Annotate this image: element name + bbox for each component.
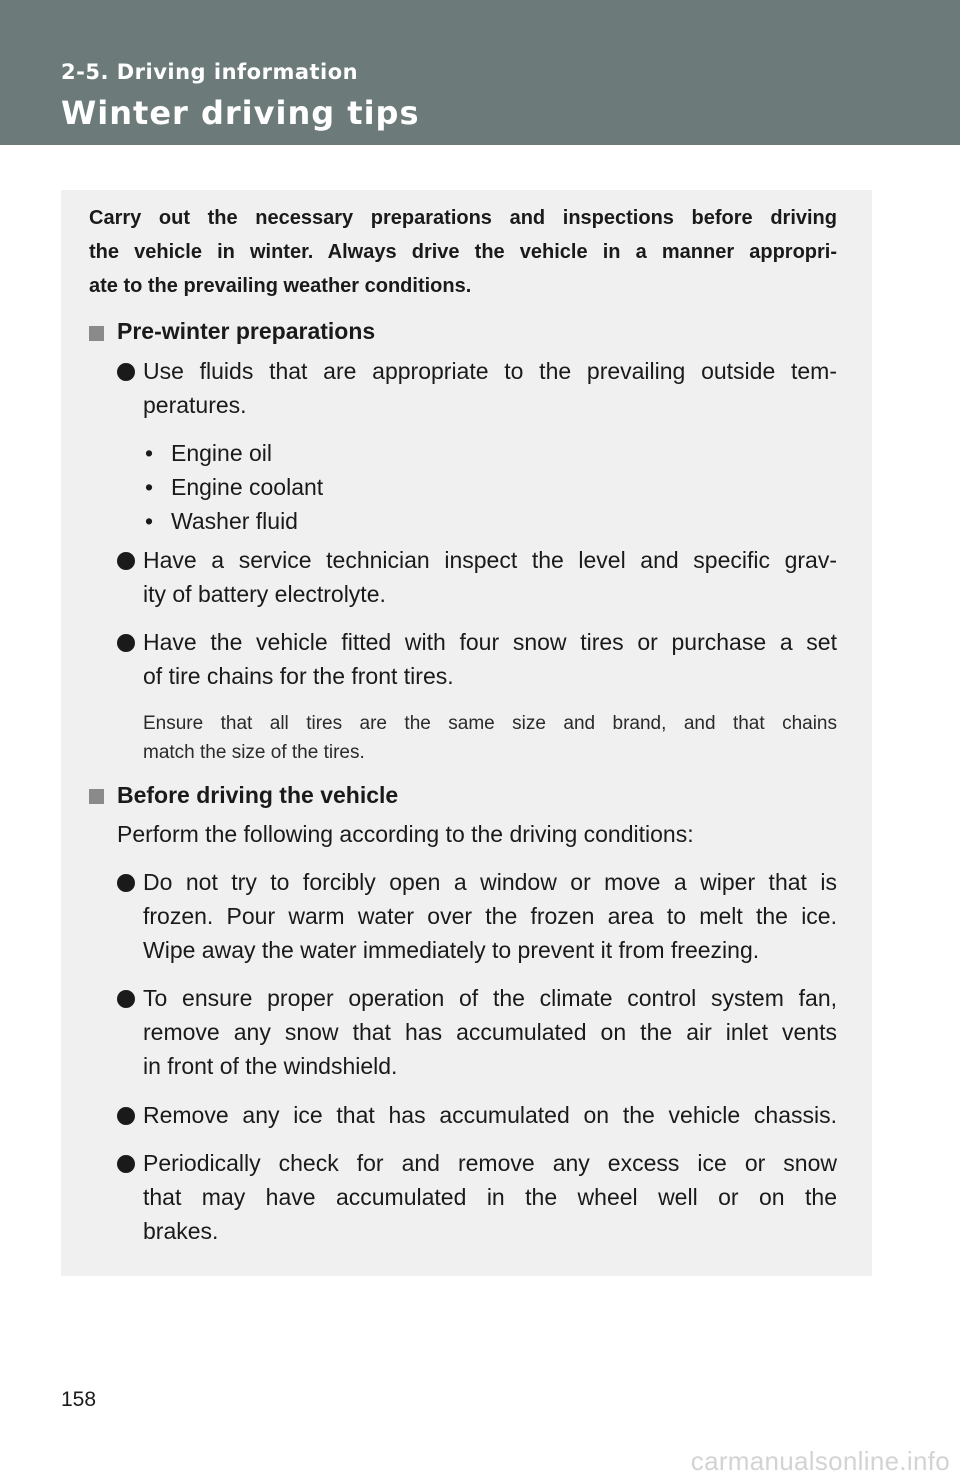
bullet-text: Have a service technician inspect the level and specific grav- [143, 547, 837, 573]
bullet-dot-icon [117, 1107, 135, 1125]
bullet-dot-icon [117, 874, 135, 892]
bullet-text: in front of the windshield. [143, 1053, 398, 1079]
sub-bullet-icon: • [145, 508, 154, 534]
tire-note: match the size of the tires. [143, 742, 365, 763]
sub-bullet-icon: • [145, 440, 154, 466]
bullet-dot-icon [117, 990, 135, 1008]
page-number: 158 [61, 1388, 97, 1411]
bullet-dot-icon [117, 363, 135, 381]
bullet-text: Use fluids that are appropriate to the prevailing outside tem- [143, 358, 837, 384]
bullet-text: remove any snow that has accumulated on the air inlet vents [143, 1019, 837, 1045]
bullet-text: Have the vehicle fitted with four snow tires or purchase a set [143, 629, 837, 655]
bullet-text: Do not try to forcibly open a window or move a wiper that is [143, 869, 837, 895]
bullet-text: brakes. [143, 1218, 219, 1244]
before-driving-intro: Perform the following according to the driving conditions: [117, 821, 694, 847]
bullet-dot-icon [117, 552, 135, 570]
pre-winter-heading: Pre-winter preparations [117, 318, 376, 344]
bullet-text: To ensure proper operation of the climate control system fan, [143, 985, 837, 1011]
bullet-text: Remove any ice that has accumulated on the vehicle chassis. [143, 1102, 837, 1128]
sub-bullet-text: Washer fluid [171, 508, 298, 534]
sub-bullet-text: Engine oil [171, 440, 273, 466]
bullet-dot-icon [117, 634, 135, 652]
intro-line: ate to the prevailing weather conditions. [89, 275, 472, 297]
bullet-text: Periodically check for and remove any excess ice or snow [143, 1150, 837, 1176]
bullet-text: frozen. Pour warm water over the frozen area to melt the ice. [143, 903, 837, 929]
watermark: carmanualsonline.info [690, 1446, 950, 1476]
page-header [0, 0, 960, 145]
page-title: Winter driving tips [61, 94, 420, 132]
bullet-text: Wipe away the water immediately to prevent it from freezing. [143, 937, 760, 963]
intro-line: the vehicle in winter. Always drive the vehicle in a manner appropri- [89, 241, 837, 263]
bullet-text: that may have accumulated in the wheel well or on the [143, 1184, 837, 1210]
sub-bullet-icon: • [145, 474, 154, 500]
before-driving-heading: Before driving the vehicle [117, 782, 399, 808]
bullet-dot-icon [117, 1155, 135, 1173]
intro-line: Carry out the necessary preparations and inspections before driving [89, 207, 837, 229]
section-square-icon [89, 789, 104, 804]
sub-bullet-text: Engine coolant [171, 474, 324, 500]
bullet-text: ity of battery electrolyte. [143, 581, 386, 607]
section-square-icon [89, 326, 104, 341]
bullet-text: peratures. [143, 392, 247, 418]
bullet-text: of tire chains for the front tires. [143, 663, 454, 689]
section-label: 2-5. Driving information [61, 60, 359, 84]
tire-note: Ensure that all tires are the same size and brand, and that chains [143, 713, 837, 734]
